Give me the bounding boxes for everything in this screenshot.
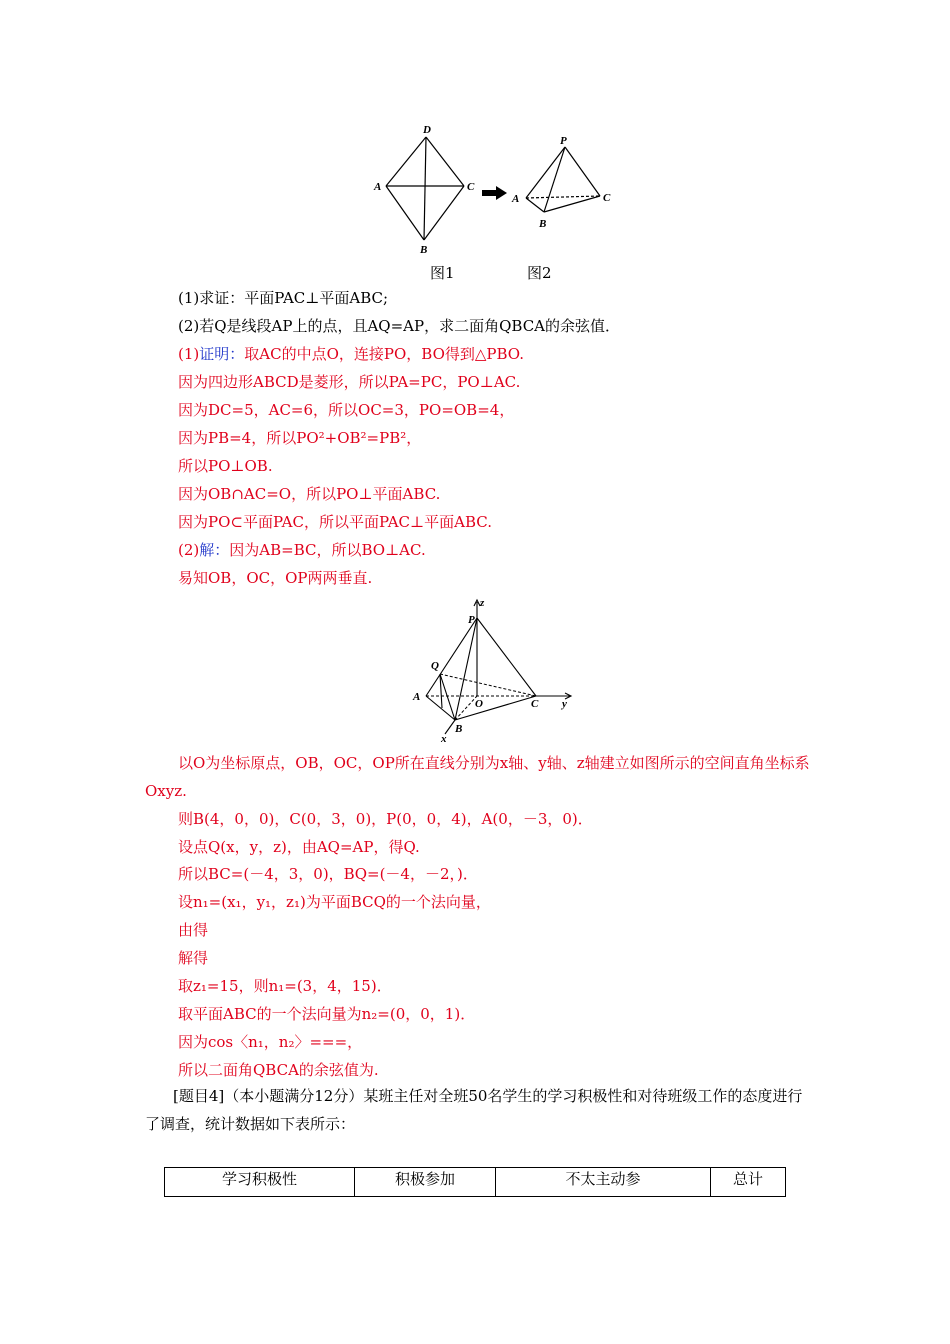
figure-2-tetrahedron [508,132,618,232]
solution-line-7: 因为PO⊂平面PAC，所以平面PAC⊥平面ABC. [178,513,492,531]
statistics-table [164,1167,786,1197]
fig3-label-q: Q [431,660,439,672]
fig1-label-d: D [423,124,431,136]
fig3-label-x: x [441,733,447,745]
solution-line-3: 因为DC=5，AC=6，所以OC=3，PO=OB=4， [178,401,515,419]
problem-4-text: [题目4]（本小题满分12分）某班主任对全班50名学生的学习积极性和对待班级工作的态度进行了调查，统计数据如下表所示： [145,1087,803,1133]
solution-line-16: 取z₁=15，则n₁=(3，4，15)． [178,977,392,995]
solution-line-2: 因为四边形ABCD是菱形，所以PA=PC，PO⊥AC. [178,373,521,391]
solution-line-12: 所以BC=(－4，3，0)，BQ=(－4，－2，)． [178,865,478,883]
solution-line-11: 设点Q(x，y，z)，由AQ=AP，得Q. [178,838,420,856]
fig3-label-c: C [531,698,539,710]
solution-line-19: 所以二面角QBCA的余弦值为. [178,1061,379,1079]
solution-line-8-text: 因为AB=BC，所以BO⊥AC. [229,541,426,559]
part-1-prefix: (1) [178,345,200,363]
question-1: (1)求证：平面PAC⊥平面ABC; [178,289,389,307]
solution-line-6: 因为OB∩AC=O，所以PO⊥平面ABC. [178,485,441,503]
fig2-label-p: P [560,135,567,147]
figure-1-caption: 图1 [430,264,455,282]
figure-2-caption: 图2 [527,264,552,282]
solution-line-10: 则B(4，0，0)，C(0，3，0)，P(0，0，4)，A(0，－3，0)． [178,810,593,828]
fig2-label-c: C [603,192,611,204]
solution-line-1 [178,344,524,364]
fig3-label-o: O [475,698,483,710]
fig2-label-b: B [539,218,547,230]
solution-line-14: 由得 [178,921,209,939]
table-header-row [165,1168,786,1197]
fig1-label-c: C [467,181,475,193]
fig1-label-b: B [420,244,428,256]
solution-line-15: 解得 [178,949,209,967]
solution-line-18: 因为cos〈n₁，n₂〉===， [178,1033,363,1051]
solution-paragraph-coordinates: 以O为坐标原点，OB，OC，OP所在直线分别为x轴、y轴、z轴建立如图所示的空间直角坐标系Oxyz. [145,754,810,800]
answer-label: 解： [199,541,230,559]
solution-line-13: 设n₁=(x₁，y₁，z₁)为平面BCQ的一个法向量， [178,893,491,911]
fig3-label-p: P [468,614,475,626]
solution-line-1-text: 取AC的中点O，连接PO，BO得到△PBO. [244,345,524,363]
figure-3-coordinate-system [408,596,578,746]
question-2: (2)若Q是线段AP上的点，且AQ=AP，求二面角QBCA的余弦值． [178,317,621,335]
arrow-icon [481,185,509,201]
table-header-cell: 总计 [711,1168,786,1197]
table-header-cell: 不太主动参 [496,1168,711,1197]
solution-line-4: 因为PB=4，所以PO²+OB²=PB²， [178,429,422,447]
fig3-label-b: B [455,723,463,735]
table-header-cell: 积极参加 [355,1168,496,1197]
solution-line-17: 取平面ABC的一个法向量为n₂=(0，0，1)． [178,1005,476,1023]
solution-line-5: 所以PO⊥OB. [178,457,273,475]
table-header-cell: 学习积极性 [165,1168,355,1197]
fig1-label-a: A [374,181,382,193]
fig3-label-y: y [562,698,567,710]
solution-line-8 [178,540,426,560]
part-2-prefix: (2) [178,541,200,559]
figure-1-rhombus [370,122,480,257]
fig3-label-a: A [413,691,421,703]
fig2-label-a: A [512,193,520,205]
fig3-label-z: z [480,597,485,609]
proof-label: 证明： [199,345,245,363]
solution-line-9: 易知OB，OC，OP两两垂直. [178,569,373,587]
